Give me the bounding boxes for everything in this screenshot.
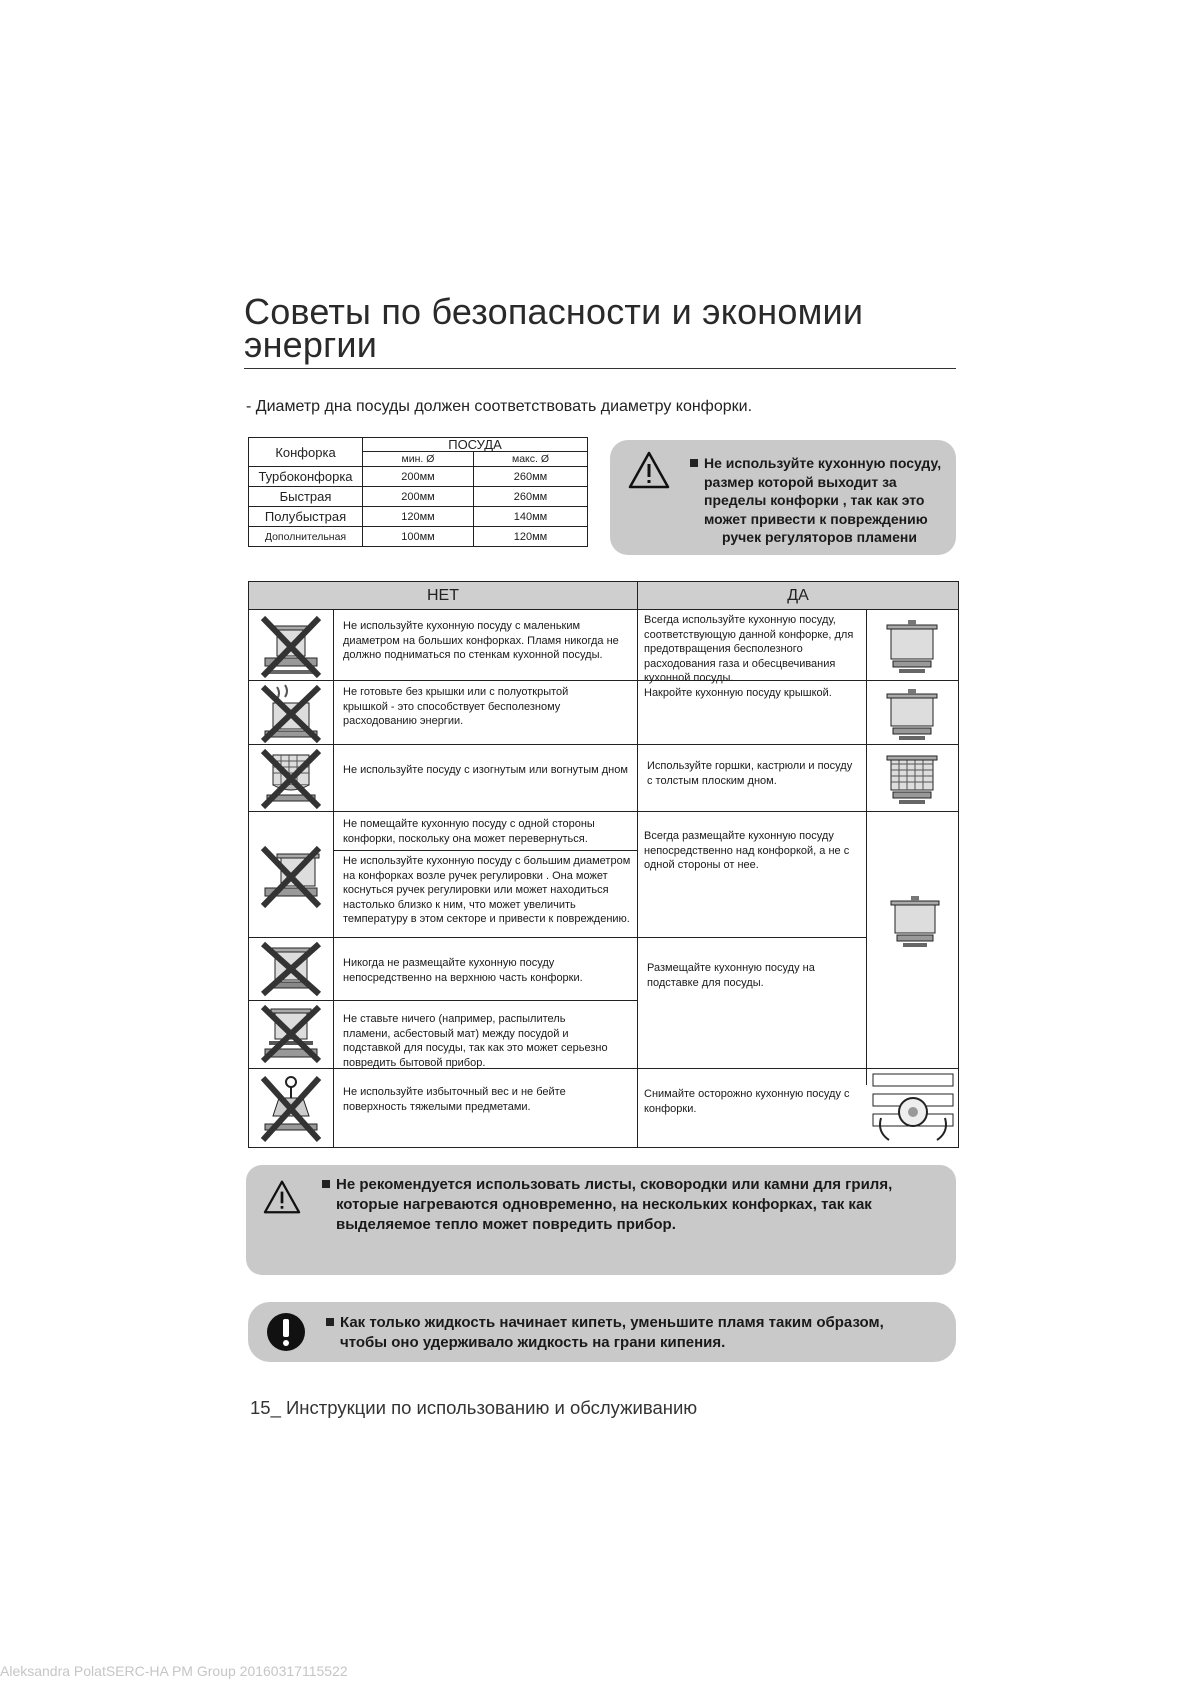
- warning2-line: выделяемое тепло может повредить прибор.: [336, 1216, 676, 1233]
- warning1-line: может привести к повреждению: [704, 510, 928, 527]
- grid-row-line: [249, 811, 958, 812]
- pot-without-lid-crossed-icon: [259, 683, 323, 743]
- cell-min: 200мм: [363, 467, 474, 487]
- no-text-8: Не используйте избыточный вес и не бейте поверхность тяжелыми предметами.: [343, 1086, 566, 1113]
- page-footer: [250, 1397, 697, 1419]
- grid-row-line: [333, 850, 638, 851]
- grid-divider: [637, 582, 638, 1147]
- warning1-line: Не используйте кухонную посуду,: [690, 454, 952, 473]
- table-row: [249, 487, 588, 507]
- cell-burner: Полубыстрая: [249, 507, 363, 527]
- page-number: 15_: [250, 1397, 281, 1418]
- th-max: макс. Ø: [474, 452, 588, 467]
- watermark: Aleksandra PolatSERC-HA PM Group 20160317115522: [0, 1663, 348, 1679]
- page-title: [244, 291, 964, 365]
- grid-row-line: [249, 937, 637, 938]
- curved-bottom-pot-crossed-icon: [259, 747, 323, 809]
- yes-text-2: Накройте кухонную посуду крышкой.: [644, 687, 832, 699]
- table-row: [249, 467, 588, 487]
- footer-text: Инструкции по использованию и обслуживанию: [280, 1397, 698, 1418]
- warning-box-grill: [246, 1165, 956, 1275]
- note-line: чтобы оно удерживало жидкость на грани кипения.: [340, 1334, 726, 1351]
- flat-bottom-pot-icon: [877, 750, 947, 808]
- yes-text-5: Размещайте кухонную посуду на подставке для посуды.: [647, 962, 815, 989]
- page-title-line2: энергии: [244, 324, 378, 365]
- warning-box-cookware-size: [610, 440, 956, 555]
- no-text-3: Не используйте посуду с изогнутым или вогнутым дном: [343, 764, 628, 776]
- heavy-weight-crossed-icon: [259, 1072, 323, 1144]
- centered-pot-icon: [885, 893, 945, 951]
- cell-max: 140мм: [474, 507, 588, 527]
- offset-pot-crossed-icon: [259, 844, 323, 910]
- dos-donts-table: [248, 581, 959, 1148]
- no-text-7: Не ставьте ничего (например, распылитель пламени, асбестовый мат) между посудой и подставкой для посуды, так как это может серьезно повредить бытовой прибор.: [343, 1013, 608, 1069]
- pot-on-burner-top-crossed-icon: [259, 940, 323, 998]
- yes-text-4: Всегда размещайте кухонную посуду непосредственно над конфоркой, а не с одной стороны от нее.: [644, 830, 850, 871]
- yes-text-6: Снимайте осторожно кухонную посуду с конфорки.: [644, 1088, 850, 1115]
- warning2-line: которые нагреваются одновременно, на нескольких конфорках, так как: [336, 1196, 872, 1213]
- header-yes: ДА: [638, 582, 958, 610]
- lift-pot-hands-icon: [871, 1072, 955, 1144]
- cell-burner: Быстрая: [249, 487, 363, 507]
- yes-text-3: Используйте горшки, кастрюли и посуду с толстым плоским дном.: [647, 760, 853, 787]
- correct-pot-icon: [879, 617, 945, 677]
- burner-size-table: [248, 437, 588, 547]
- cell-max: 260мм: [474, 487, 588, 507]
- cell-min: 200мм: [363, 487, 474, 507]
- note-line: Как только жидкость начинает кипеть, уменьшите пламя таким образом,: [326, 1313, 952, 1333]
- no-text-2: Не готовьте без крышки или с полуоткрытой крышкой - это способствует бесполезному расходованию энергии.: [343, 686, 569, 727]
- grid-row-line: [637, 937, 867, 938]
- warning1-line: пределы конфорки , так как это: [704, 492, 925, 508]
- th-burner: Конфорка: [249, 438, 363, 467]
- no-text-6: Никогда не размещайте кухонную посуду непосредственно на верхнюю часть конфорки.: [343, 957, 583, 984]
- pot-with-mat-crossed-icon: [259, 1003, 323, 1065]
- title-rule: [244, 368, 956, 369]
- grid-row-line: [249, 1000, 637, 1001]
- page-title-line1: Советы по безопасности и экономии: [244, 291, 864, 332]
- th-cookware: ПОСУДА: [363, 438, 588, 452]
- warning-triangle-icon: [262, 1179, 302, 1215]
- warning1-line: размер которой выходит за: [704, 473, 897, 490]
- pot-with-lid-icon: [879, 686, 945, 742]
- small-pot-on-burner-crossed-icon: [259, 614, 323, 680]
- warning1-line: ручек регуляторов пламени: [722, 529, 917, 545]
- no-text-1: Не используйте кухонную посуду с маленьким диаметром на больших конфорках. Пламя никогда не должно подниматься по стенкам кухонной посуды.: [343, 620, 619, 661]
- table-row: [249, 507, 588, 527]
- grid-row-line: [249, 744, 958, 745]
- note-box-boiling: [248, 1302, 956, 1362]
- cell-burner: Турбоконфорка: [249, 467, 363, 487]
- th-min: мин. Ø: [363, 452, 474, 467]
- grid-divider: [866, 610, 867, 1085]
- header-no: НЕТ: [249, 582, 637, 610]
- table-row: [249, 527, 588, 547]
- grid-divider: [333, 610, 334, 1147]
- cell-min: 120мм: [363, 507, 474, 527]
- warning2-line: Не рекомендуется использовать листы, сковородки или камни для гриля,: [322, 1175, 952, 1195]
- warning-triangle-icon: [627, 450, 671, 490]
- cell-max: 120мм: [474, 527, 588, 547]
- bullet-square-icon: [322, 1180, 330, 1188]
- yes-text-1: Всегда используйте кухонную посуду, соответствующую данной конфорке, для предотвращения бесполезного расходования газа и обесцвечивания кухонной посуды.: [644, 614, 854, 684]
- bullet-square-icon: [326, 1318, 334, 1326]
- exclamation-circle-icon: [266, 1312, 306, 1352]
- cell-max: 260мм: [474, 467, 588, 487]
- bullet-square-icon: [690, 459, 698, 467]
- no-text-4: Не помещайте кухонную посуду с одной стороны конфорки, поскольку она может перевернуться.: [343, 818, 595, 845]
- cell-min: 100мм: [363, 527, 474, 547]
- intro-text: - Диаметр дна посуды должен соответствовать диаметру конфорки.: [246, 398, 753, 415]
- no-text-5: Не используйте кухонную посуду с большим диаметром на конфорках возле ручек регулировки . Она может коснуться ручек регулировки или может находиться настолько близко к ним, что может увеличить температуру в этом секторе и привести к повреждению.: [343, 855, 631, 925]
- cell-burner: Дополнительная: [249, 527, 363, 547]
